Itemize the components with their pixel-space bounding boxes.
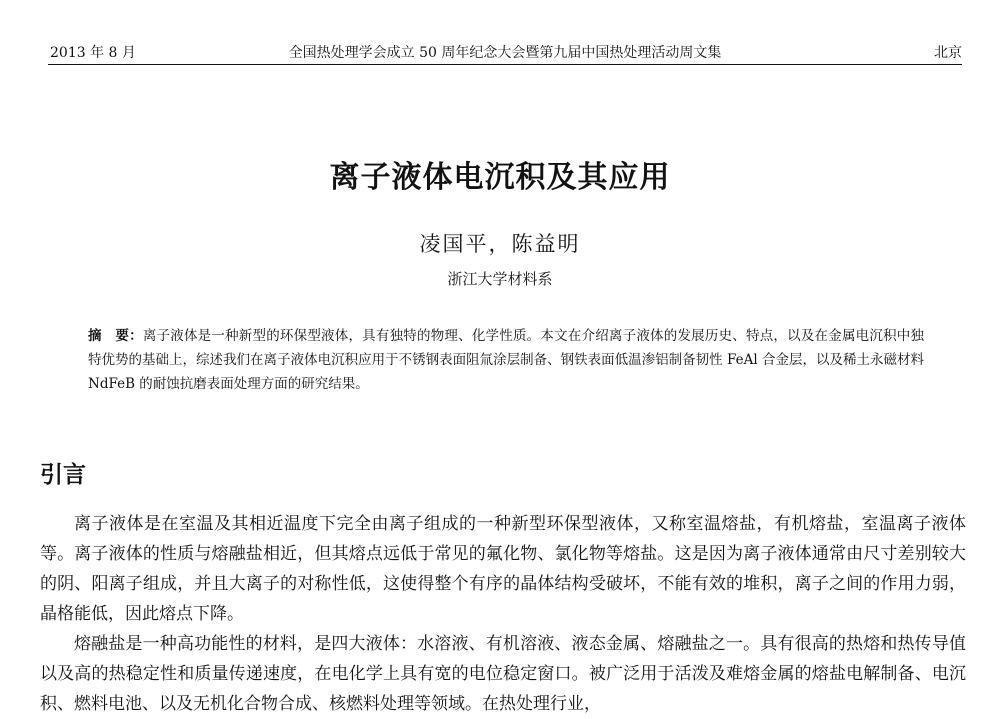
abstract-text: 离子液体是一种新型的环保型液体，具有独特的物理、化学性质。本文在介绍离子液体的发展历史、特点，以及在金属电沉积中独特优势的基础上，综述我们在离子液体电沉积应用于不锈钢表面阻氚涂层制备、钢铁表面低温渗铝制备韧性 FeAl 合金层，以及稀土永磁材料 NdFeB 的耐蚀抗磨表面处理方面的研究结果。 [88,328,925,392]
body-paragraph: 离子液体是在室温及其相近温度下完全由离子组成的一种新型环保型液体，又称室温熔盐，有机熔盐，室温离子液体等。离子液体的性质与熔融盐相近，但其熔点远低于常见的氟化物、氯化物等熔盐。这是因为离子液体通常由尺寸差别较大的阴、阳离子组成，并且大离子的对称性低，这使得整个有序的晶体结构受破坏，不能有效的堆积，离子之间的作用力弱，晶格能低，因此熔点下降。 [40,514,966,624]
section-body [40,509,966,719]
header-location: 北京 [934,45,962,61]
section-heading-introduction: 引言 [40,462,86,488]
abstract-label: 摘 要： [88,328,143,344]
paper-authors: 凌国平，陈益明 [419,232,581,256]
paper-title: 离子液体电沉积及其应用 [329,160,671,195]
body-paragraph: 熔融盐是一种高功能性的材料，是四大液体：水溶液、有机溶液、液态金属、熔融盐之一。具有很高的热熔和热传导值以及高的热稳定性和质量传递速度，在电化学上具有宽的电位稳定窗口。被广泛用于活泼及难熔金属的熔盐电解制备、电沉积、燃料电池、以及无机化合物合成、核燃料处理等领域。在热处理行业， [40,634,966,714]
header-proceedings-title: 全国热处理学会成立 50 周年纪念大会暨第九届中国热处理活动周文集 [288,45,722,61]
paper-affiliation: 浙江大学材料系 [447,270,553,288]
header-date: 2013 年 8 月 [50,45,136,61]
abstract [88,324,924,396]
running-header [48,42,962,65]
